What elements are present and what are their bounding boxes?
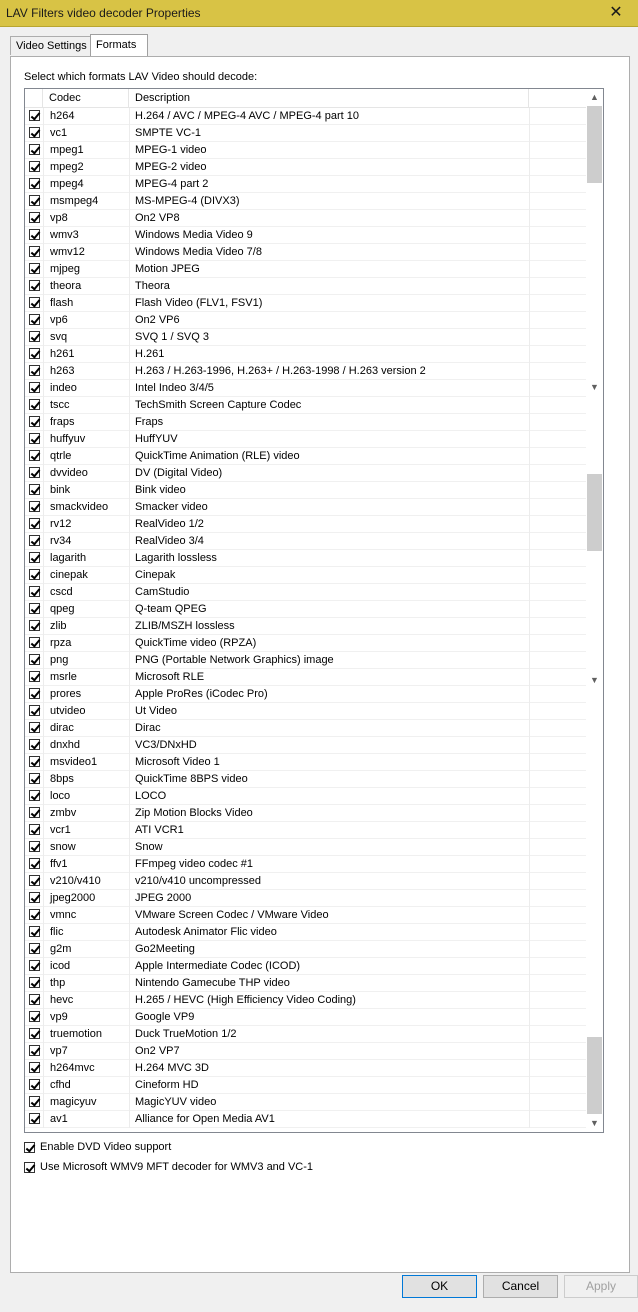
- description-cell: Flash Video (FLV1, FSV1): [135, 297, 263, 309]
- checkbox[interactable]: [29, 926, 40, 937]
- codec-cell: fraps: [50, 416, 75, 428]
- codec-cell: qpeg: [50, 603, 75, 615]
- codec-cell: zmbv: [50, 807, 77, 819]
- checkbox[interactable]: [29, 467, 40, 478]
- list-item[interactable]: [25, 244, 586, 261]
- codec-cell: 8bps: [50, 773, 74, 785]
- list-item[interactable]: [25, 788, 586, 805]
- description-cell: H.265 / HEVC (High Efficiency Video Coding): [135, 994, 356, 1006]
- codec-cell: qtrle: [50, 450, 72, 462]
- description-cell: MagicYUV video: [135, 1096, 217, 1108]
- instruction-label: Select which formats LAV Video should decode:: [24, 71, 258, 83]
- checkbox[interactable]: [29, 569, 40, 580]
- list-item[interactable]: [25, 227, 586, 244]
- list-item[interactable]: [25, 907, 586, 924]
- checkbox[interactable]: [29, 671, 40, 682]
- column-divider: [43, 108, 44, 1128]
- description-cell: Duck TrueMotion 1/2: [135, 1028, 237, 1040]
- description-cell: Windows Media Video 7/8: [135, 246, 262, 258]
- codec-cell: dirac: [50, 722, 74, 734]
- checkbox[interactable]: [29, 875, 40, 886]
- description-cell: Microsoft Video 1: [135, 756, 220, 768]
- list-item[interactable]: [25, 805, 586, 822]
- description-cell: JPEG 2000: [135, 892, 192, 904]
- description-cell: MS-MPEG-4 (DIVX3): [135, 195, 240, 207]
- list-item[interactable]: [25, 720, 586, 737]
- checkbox[interactable]: [29, 263, 40, 274]
- chevron-down-icon[interactable]: ▼: [590, 382, 599, 392]
- checkbox[interactable]: [29, 586, 40, 597]
- list-item[interactable]: [25, 1009, 586, 1026]
- codec-cell: indeo: [50, 382, 77, 394]
- codec-cell: bink: [50, 484, 71, 496]
- checkbox[interactable]: [29, 943, 40, 954]
- header-extra: [529, 89, 586, 107]
- checkbox[interactable]: [29, 790, 40, 801]
- list-item[interactable]: [25, 176, 586, 193]
- list-item[interactable]: [25, 1111, 586, 1128]
- description-cell: SVQ 1 / SVQ 3: [135, 331, 209, 343]
- description-cell: FFmpeg video codec #1: [135, 858, 254, 870]
- list-item[interactable]: [25, 856, 586, 873]
- codec-cell: prores: [50, 688, 82, 700]
- tab-formats[interactable]: Formats: [90, 34, 148, 56]
- description-cell: QuickTime video (RPZA): [135, 637, 257, 649]
- description-cell: MPEG-4 part 2: [135, 178, 209, 190]
- list-item[interactable]: [25, 550, 586, 567]
- checkbox[interactable]: [29, 994, 40, 1005]
- chevron-down-icon[interactable]: ▼: [590, 1118, 599, 1128]
- list-item[interactable]: [25, 499, 586, 516]
- description-cell: H.264 / AVC / MPEG-4 AVC / MPEG-4 part 10: [135, 110, 359, 122]
- codec-cell: h264: [50, 110, 75, 122]
- checkbox[interactable]: [29, 535, 40, 546]
- checkbox[interactable]: [29, 824, 40, 835]
- codec-cell: png: [50, 654, 69, 666]
- codec-cell: av1: [50, 1113, 68, 1125]
- checkbox[interactable]: [29, 739, 40, 750]
- description-cell: Theora: [135, 280, 170, 292]
- codec-cell: lagarith: [50, 552, 87, 564]
- checkbox[interactable]: [29, 518, 40, 529]
- codec-cell: ffv1: [50, 858, 68, 870]
- checkbox[interactable]: [29, 807, 40, 818]
- header-checkbox-column[interactable]: [25, 89, 43, 107]
- checkbox[interactable]: [29, 688, 40, 699]
- codec-cell: mpeg2: [50, 161, 84, 173]
- list-item[interactable]: [25, 312, 586, 329]
- description-cell: Windows Media Video 9: [135, 229, 253, 241]
- checkbox[interactable]: [29, 348, 40, 359]
- checkbox[interactable]: [24, 1162, 35, 1173]
- codec-cell: h263: [50, 365, 75, 377]
- list-item[interactable]: [25, 278, 586, 295]
- list-item[interactable]: [25, 533, 586, 550]
- checkbox[interactable]: [29, 773, 40, 784]
- list-item[interactable]: [25, 754, 586, 771]
- list-item[interactable]: [25, 567, 586, 584]
- codec-cell: vc1: [50, 127, 68, 139]
- codec-cell: wmv12: [50, 246, 85, 258]
- description-cell: H.263 / H.263-1996, H.263+ / H.263-1998 / H.263 version 2: [135, 365, 426, 377]
- codec-cell: jpeg2000: [50, 892, 96, 904]
- checkbox[interactable]: [29, 1096, 40, 1107]
- checkbox[interactable]: [29, 637, 40, 648]
- list-item[interactable]: [25, 397, 586, 414]
- description-cell: Snow: [135, 841, 163, 853]
- codec-cell: huffyuv: [50, 433, 86, 445]
- list-item[interactable]: [25, 686, 586, 703]
- checkbox[interactable]: [29, 1062, 40, 1073]
- codec-cell: smackvideo: [50, 501, 109, 513]
- codec-cell: h261: [50, 348, 75, 360]
- checkbox[interactable]: [29, 892, 40, 903]
- checkbox[interactable]: [29, 246, 40, 257]
- checkbox[interactable]: [29, 501, 40, 512]
- header-codec[interactable]: Codec: [43, 89, 129, 107]
- codec-cell: mpeg4: [50, 178, 84, 190]
- tab-video-settings[interactable]: Video Settings: [10, 36, 97, 55]
- list-item[interactable]: [25, 975, 586, 992]
- codec-cell: msvideo1: [50, 756, 98, 768]
- description-cell: Motion JPEG: [135, 263, 200, 275]
- codec-cell: vp9: [50, 1011, 68, 1023]
- description-cell: H.264 MVC 3D: [135, 1062, 209, 1074]
- description-cell: On2 VP7: [135, 1045, 180, 1057]
- codec-cell: magicyuv: [50, 1096, 97, 1108]
- option-label: Enable DVD Video support: [40, 1141, 172, 1153]
- list-item[interactable]: [25, 431, 586, 448]
- list-item[interactable]: [25, 380, 586, 397]
- chevron-up-icon[interactable]: ▲: [590, 92, 599, 102]
- codec-cell: utvideo: [50, 705, 86, 717]
- list-item[interactable]: [25, 1043, 586, 1060]
- scrollbar-thumb[interactable]: [587, 1037, 602, 1114]
- list-item[interactable]: [25, 1026, 586, 1043]
- list-item[interactable]: [25, 992, 586, 1009]
- codec-cell: flash: [50, 297, 74, 309]
- scrollbar-thumb[interactable]: [587, 106, 602, 183]
- checkbox[interactable]: [29, 977, 40, 988]
- codec-cell: loco: [50, 790, 71, 802]
- checkbox[interactable]: [29, 365, 40, 376]
- codec-cell: msmpeg4: [50, 195, 99, 207]
- codec-cell: vp6: [50, 314, 68, 326]
- list-item[interactable]: [25, 635, 586, 652]
- checkbox[interactable]: [29, 399, 40, 410]
- description-cell: VMware Screen Codec / VMware Video: [135, 909, 329, 921]
- scrollbar-thumb[interactable]: [587, 474, 602, 551]
- codec-cell: thp: [50, 977, 66, 989]
- checkbox[interactable]: [29, 960, 40, 971]
- list-item[interactable]: [25, 329, 586, 346]
- list-item[interactable]: [25, 516, 586, 533]
- codec-cell: cinepak: [50, 569, 88, 581]
- description-cell: TechSmith Screen Capture Codec: [135, 399, 302, 411]
- codec-cell: rv12: [50, 518, 72, 530]
- description-cell: Apple ProRes (iCodec Pro): [135, 688, 268, 700]
- list-item[interactable]: [25, 703, 586, 720]
- codec-cell: icod: [50, 960, 71, 972]
- checkbox[interactable]: [29, 110, 40, 121]
- list-item[interactable]: [25, 414, 586, 431]
- list-header: [25, 89, 586, 108]
- description-cell: Ut Video: [135, 705, 177, 717]
- vertical-scrollbar[interactable]: [586, 89, 603, 1132]
- description-cell: HuffYUV: [135, 433, 178, 445]
- formats-list[interactable]: [24, 88, 604, 1133]
- checkbox[interactable]: [29, 858, 40, 869]
- list-item[interactable]: [25, 363, 586, 380]
- codec-cell: zlib: [50, 620, 67, 632]
- codec-cell: cscd: [50, 586, 73, 598]
- list-item[interactable]: [25, 652, 586, 669]
- checkbox[interactable]: [29, 620, 40, 631]
- description-cell: DV (Digital Video): [135, 467, 223, 479]
- cancel-button[interactable]: Cancel: [483, 1275, 558, 1298]
- checkbox[interactable]: [24, 1142, 35, 1153]
- column-divider: [529, 108, 530, 1128]
- codec-cell: msrle: [50, 671, 77, 683]
- description-cell: Alliance for Open Media AV1: [135, 1113, 275, 1125]
- window-title: LAV Filters video decoder Properties: [6, 6, 201, 20]
- description-cell: RealVideo 1/2: [135, 518, 204, 530]
- header-description[interactable]: Description: [129, 89, 529, 107]
- checkbox[interactable]: [29, 127, 40, 138]
- codec-cell: cfhd: [50, 1079, 71, 1091]
- description-cell: QuickTime 8BPS video: [135, 773, 248, 785]
- codec-cell: vp7: [50, 1045, 68, 1057]
- description-cell: On2 VP8: [135, 212, 180, 224]
- option-label: Use Microsoft WMV9 MFT decoder for WMV3 and VC-1: [40, 1161, 314, 1173]
- checkbox[interactable]: [29, 195, 40, 206]
- checkbox[interactable]: [29, 178, 40, 189]
- list-item[interactable]: [25, 108, 586, 125]
- checkbox[interactable]: [29, 144, 40, 155]
- description-cell: LOCO: [135, 790, 167, 802]
- list-item[interactable]: [25, 737, 586, 754]
- checkbox[interactable]: [29, 603, 40, 614]
- column-divider: [129, 108, 130, 1128]
- checkbox[interactable]: [29, 1028, 40, 1039]
- list-item[interactable]: [25, 839, 586, 856]
- codec-cell: truemotion: [50, 1028, 102, 1040]
- description-cell: Zip Motion Blocks Video: [135, 807, 253, 819]
- codec-cell: snow: [50, 841, 76, 853]
- codec-cell: vp8: [50, 212, 68, 224]
- list-item[interactable]: [25, 618, 586, 635]
- codec-cell: theora: [50, 280, 82, 292]
- list-item[interactable]: [25, 1060, 586, 1077]
- description-cell: Microsoft RLE: [135, 671, 205, 683]
- codec-cell: mjpeg: [50, 263, 80, 275]
- checkbox[interactable]: [29, 1079, 40, 1090]
- description-cell: Fraps: [135, 416, 164, 428]
- checkbox[interactable]: [29, 297, 40, 308]
- list-item[interactable]: [25, 193, 586, 210]
- description-cell: Cinepak: [135, 569, 176, 581]
- list-item[interactable]: [25, 924, 586, 941]
- description-cell: Q-team QPEG: [135, 603, 207, 615]
- description-cell: Go2Meeting: [135, 943, 195, 955]
- list-item[interactable]: [25, 771, 586, 788]
- checkbox[interactable]: [29, 161, 40, 172]
- codec-cell: svq: [50, 331, 68, 343]
- checkbox[interactable]: [29, 450, 40, 461]
- description-cell: ATI VCR1: [135, 824, 184, 836]
- codec-cell: flic: [50, 926, 64, 938]
- checkbox[interactable]: [29, 1113, 40, 1124]
- ok-button[interactable]: OK: [402, 1275, 477, 1298]
- description-cell: H.261: [135, 348, 165, 360]
- codec-cell: h264mvc: [50, 1062, 95, 1074]
- list-item[interactable]: [25, 482, 586, 499]
- list-item[interactable]: [25, 448, 586, 465]
- close-icon[interactable]: ✕: [609, 4, 623, 21]
- checkbox[interactable]: [29, 433, 40, 444]
- description-cell: Google VP9: [135, 1011, 195, 1023]
- codec-cell: rpza: [50, 637, 72, 649]
- description-cell: MPEG-1 video: [135, 144, 207, 156]
- list-item[interactable]: [25, 822, 586, 839]
- codec-cell: wmv3: [50, 229, 79, 241]
- description-cell: Lagarith lossless: [135, 552, 217, 564]
- list-item[interactable]: [25, 210, 586, 227]
- description-cell: v210/v410 uncompressed: [135, 875, 261, 887]
- description-cell: Bink video: [135, 484, 186, 496]
- list-item[interactable]: [25, 669, 586, 686]
- description-cell: Dirac: [135, 722, 161, 734]
- codec-cell: dvvideo: [50, 467, 88, 479]
- codec-cell: v210/v410: [50, 875, 101, 887]
- description-cell: MPEG-2 video: [135, 161, 207, 173]
- description-cell: Apple Intermediate Codec (ICOD): [135, 960, 301, 972]
- checkbox[interactable]: [29, 229, 40, 240]
- codec-cell: vcr1: [50, 824, 71, 836]
- list-item[interactable]: [25, 601, 586, 618]
- codec-cell: dnxhd: [50, 739, 80, 751]
- codec-cell: rv34: [50, 535, 72, 547]
- codec-cell: vmnc: [50, 909, 77, 921]
- checkbox[interactable]: [29, 314, 40, 325]
- description-cell: Nintendo Gamecube THP video: [135, 977, 290, 989]
- codec-cell: hevc: [50, 994, 74, 1006]
- description-cell: ZLIB/MSZH lossless: [135, 620, 235, 632]
- description-cell: VC3/DNxHD: [135, 739, 197, 751]
- description-cell: RealVideo 3/4: [135, 535, 204, 547]
- description-cell: SMPTE VC-1: [135, 127, 202, 139]
- list-item[interactable]: [25, 125, 586, 142]
- list-item[interactable]: [25, 958, 586, 975]
- description-cell: QuickTime Animation (RLE) video: [135, 450, 300, 462]
- description-cell: Smacker video: [135, 501, 208, 513]
- codec-cell: mpeg1: [50, 144, 84, 156]
- checkbox[interactable]: [29, 841, 40, 852]
- checkbox[interactable]: [29, 331, 40, 342]
- checkbox[interactable]: [29, 722, 40, 733]
- codec-cell: g2m: [50, 943, 72, 955]
- chevron-down-icon[interactable]: ▼: [590, 675, 599, 685]
- checkbox[interactable]: [29, 654, 40, 665]
- list-item[interactable]: [25, 1094, 586, 1111]
- checkbox[interactable]: [29, 1045, 40, 1056]
- title-bar: [0, 0, 638, 27]
- list-item[interactable]: [25, 890, 586, 907]
- checkbox[interactable]: [29, 756, 40, 767]
- description-cell: CamStudio: [135, 586, 190, 598]
- checkbox[interactable]: [29, 552, 40, 563]
- apply-button[interactable]: Apply: [564, 1275, 638, 1298]
- checkbox[interactable]: [29, 484, 40, 495]
- list-item[interactable]: [25, 1077, 586, 1094]
- checkbox[interactable]: [29, 212, 40, 223]
- list-item[interactable]: [25, 295, 586, 312]
- list-item[interactable]: [25, 941, 586, 958]
- list-rows: [25, 108, 586, 1128]
- description-cell: Intel Indeo 3/4/5: [135, 382, 214, 394]
- codec-cell: tscc: [50, 399, 70, 411]
- checkbox[interactable]: [29, 382, 40, 393]
- checkbox[interactable]: [29, 1011, 40, 1022]
- list-item[interactable]: [25, 261, 586, 278]
- description-cell: On2 VP6: [135, 314, 180, 326]
- checkbox[interactable]: [29, 909, 40, 920]
- description-cell: Cineform HD: [135, 1079, 199, 1091]
- list-item[interactable]: [25, 159, 586, 176]
- list-item[interactable]: [25, 142, 586, 159]
- list-item[interactable]: [25, 346, 586, 363]
- list-item[interactable]: [25, 465, 586, 482]
- description-cell: Autodesk Animator Flic video: [135, 926, 277, 938]
- list-item[interactable]: [25, 584, 586, 601]
- checkbox[interactable]: [29, 416, 40, 427]
- list-item[interactable]: [25, 873, 586, 890]
- description-cell: PNG (Portable Network Graphics) image: [135, 654, 334, 666]
- checkbox[interactable]: [29, 280, 40, 291]
- checkbox[interactable]: [29, 705, 40, 716]
